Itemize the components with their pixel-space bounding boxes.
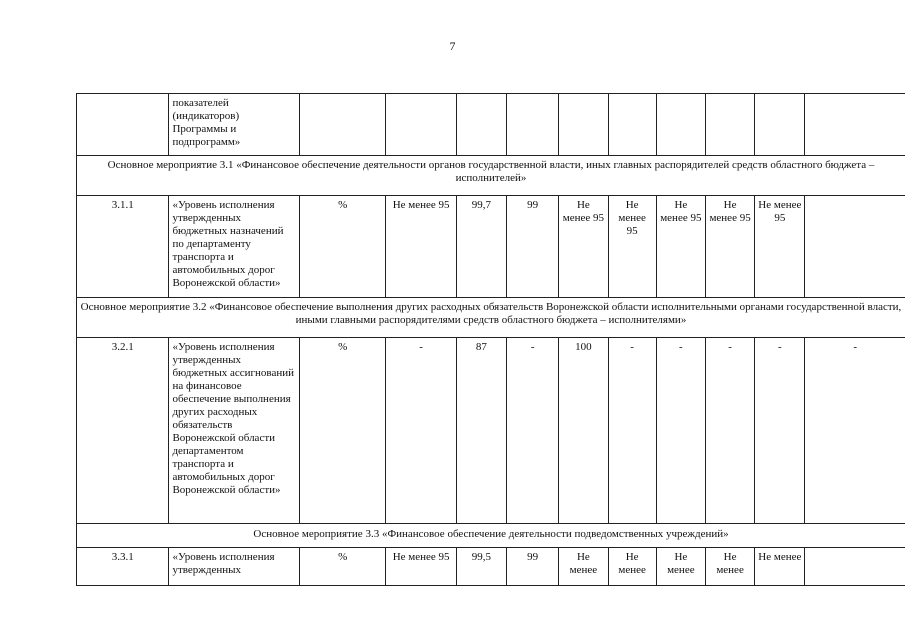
section-row	[77, 298, 905, 338]
cell-value: -	[507, 338, 559, 524]
section-row	[77, 156, 905, 196]
cell-value: -	[705, 338, 754, 524]
cell-indicator-name: «Уровень исполнения утвержденных	[169, 548, 300, 586]
cell-value: Не менее	[608, 548, 656, 586]
cell-value	[805, 196, 905, 298]
cell-unit: %	[300, 196, 386, 298]
cell-value: Не менее	[705, 548, 754, 586]
cell-value: -	[608, 338, 656, 524]
cell-value: -	[656, 338, 705, 524]
cell-value: -	[755, 338, 805, 524]
cell-value: Не менее 95	[559, 196, 608, 298]
cell-value: Не менее 95	[386, 548, 456, 586]
section-heading-3-2: Основное мероприятие 3.2 «Финансовое обеспечение выполнения других расходных обязательств Воронежской области исполнительными органами государственной власти, иными главными распорядителями средств областного бюджета – исполнителями»	[77, 298, 905, 338]
cell-value: 100	[559, 338, 608, 524]
cell-indicator-name: «Уровень исполнения утвержденных бюджетных ассигнований на финансовое обеспечение выполнения других расходных обязательств Воронежской области департаментом транспорта и автомобильных дорог Воронежской области»	[169, 338, 300, 524]
cell-value: 99,7	[456, 196, 506, 298]
cell-value	[805, 548, 905, 586]
table-row	[77, 338, 905, 524]
cell-num: 3.3.1	[77, 548, 169, 586]
cell-value: Не менее	[559, 548, 608, 586]
table-row	[77, 196, 905, 298]
cell-num: 3.1.1	[77, 196, 169, 298]
table-row	[77, 548, 905, 586]
section-heading-3-1: Основное мероприятие 3.1 «Финансовое обеспечение деятельности органов государственной власти, иных главных распорядителей средств областного бюджета – исполнителей»	[77, 156, 905, 196]
cell-value: Не менее	[656, 548, 705, 586]
section-row	[77, 524, 905, 548]
cell-value: Не менее	[755, 548, 805, 586]
cell-value: Не менее 95	[755, 196, 805, 298]
table-row	[77, 94, 905, 156]
cell-indicator-name: показателей (индикаторов) Программы и подпрограмм»	[169, 94, 300, 156]
cell-value: Не менее 95	[705, 196, 754, 298]
page-number: 7	[449, 39, 456, 53]
cell-num	[77, 94, 169, 156]
cell-value: 99,5	[456, 548, 506, 586]
cell-value: 99	[507, 548, 559, 586]
cell-value: -	[386, 338, 456, 524]
cell-num: 3.2.1	[77, 338, 169, 524]
cell-value: Не менее 95	[656, 196, 705, 298]
cell-value: -	[805, 338, 905, 524]
cell-unit: %	[300, 338, 386, 524]
indicators-table	[76, 93, 905, 586]
cell-unit: %	[300, 548, 386, 586]
cell-value: Не менее 95	[386, 196, 456, 298]
cell-value: 87	[456, 338, 506, 524]
cell-value: Не менее 95	[608, 196, 656, 298]
cell-indicator-name: «Уровень исполнения утвержденных бюджетных назначений по департаменту транспорта и автомобильных дорог Воронежской области»	[169, 196, 300, 298]
section-heading-3-3: Основное мероприятие 3.3 «Финансовое обеспечение деятельности подведомственных учреждений»	[77, 524, 905, 548]
cell-value: 99	[507, 196, 559, 298]
